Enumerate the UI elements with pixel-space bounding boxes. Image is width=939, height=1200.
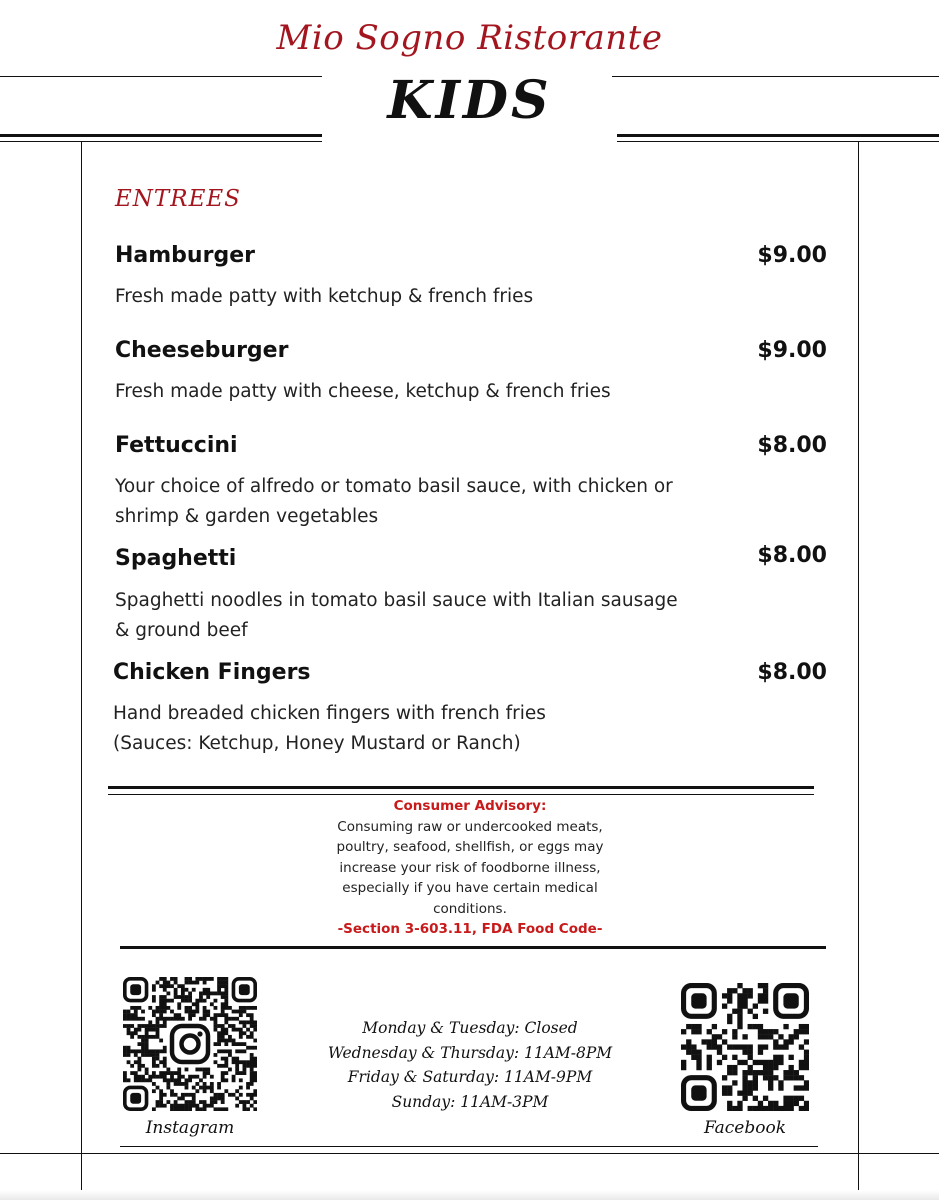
item-price: $8.00: [757, 543, 827, 568]
advisory-line: especially if you have certain medical: [342, 880, 598, 896]
item-price: $8.00: [757, 660, 827, 685]
item-description: Hand breaded chicken fingers with french fries (Sauces: Ketchup, Honey Mustard or Ranch): [113, 703, 546, 754]
item-name: Cheeseburger: [115, 338, 289, 363]
advisory-line: conditions.: [433, 900, 507, 917]
header-rule-left-thin: [0, 141, 322, 142]
advisory-rule-top-thick: [108, 786, 814, 789]
item-name: Chicken Fingers: [113, 660, 311, 685]
page-bottom-shadow: [0, 1190, 939, 1200]
advisory-title: Consumer Advisory:: [393, 798, 547, 814]
item-description: Fresh made patty with ketchup & french fries: [115, 286, 534, 307]
item-name: Fettuccini: [115, 433, 238, 458]
item-price: $8.00: [757, 433, 827, 458]
hours-line: Sunday: 11AM-3PM: [391, 1092, 549, 1111]
header-rule-right-thin: [617, 141, 939, 142]
advisory-line: Consuming raw or undercooked meats,: [337, 818, 603, 835]
advisory-rule-bottom: [120, 946, 826, 949]
facebook-qr-code[interactable]: [681, 983, 809, 1111]
item-description: Your choice of alfredo or tomato basil sauce, with chicken or shrimp & garden vegetables: [115, 476, 673, 527]
instagram-icon: [168, 1022, 212, 1066]
frame-right: [858, 142, 859, 1200]
section-heading: ENTREES: [115, 186, 241, 212]
restaurant-name: Mio Sogno Ristorante: [276, 18, 663, 58]
hours-line: Friday & Saturday: 11AM-9PM: [347, 1068, 593, 1086]
advisory-line: poultry, seafood, shellfish, or eggs may: [336, 839, 604, 855]
item-price: $9.00: [757, 338, 827, 363]
item-description: Spaghetti noodles in tomato basil sauce with Italian sausage & ground beef: [115, 590, 678, 641]
header-rule-right-bottom: [617, 134, 939, 137]
advisory-code: -Section 3-603.11, FDA Food Code-: [337, 921, 603, 937]
header-rule-left-bottom: [0, 134, 322, 137]
facebook-label: Facebook: [703, 1118, 786, 1138]
item-description: Fresh made patty with cheese, ketchup & french fries: [115, 381, 611, 402]
frame-left: [81, 142, 82, 1200]
hours-line: Monday & Tuesday: Closed: [362, 1019, 578, 1037]
page-title: KIDS: [387, 70, 552, 131]
footer-rule-qr: [120, 1146, 818, 1147]
advisory-line: increase your risk of foodborne illness,: [339, 859, 601, 876]
hours-line: Wednesday & Thursday: 11AM-8PM: [327, 1043, 613, 1062]
opening-hours: [300, 1016, 640, 1114]
item-price: $9.00: [757, 243, 827, 268]
instagram-label: Instagram: [145, 1118, 235, 1138]
item-name: Spaghetti: [115, 546, 237, 571]
instagram-qr-code[interactable]: [123, 977, 257, 1111]
qr-code-icon: [681, 983, 809, 1111]
advisory-rule-top-thin: [108, 794, 814, 795]
consumer-advisory: [300, 796, 640, 940]
item-name: Hamburger: [115, 243, 255, 268]
footer-rule-bottom: [0, 1153, 939, 1154]
